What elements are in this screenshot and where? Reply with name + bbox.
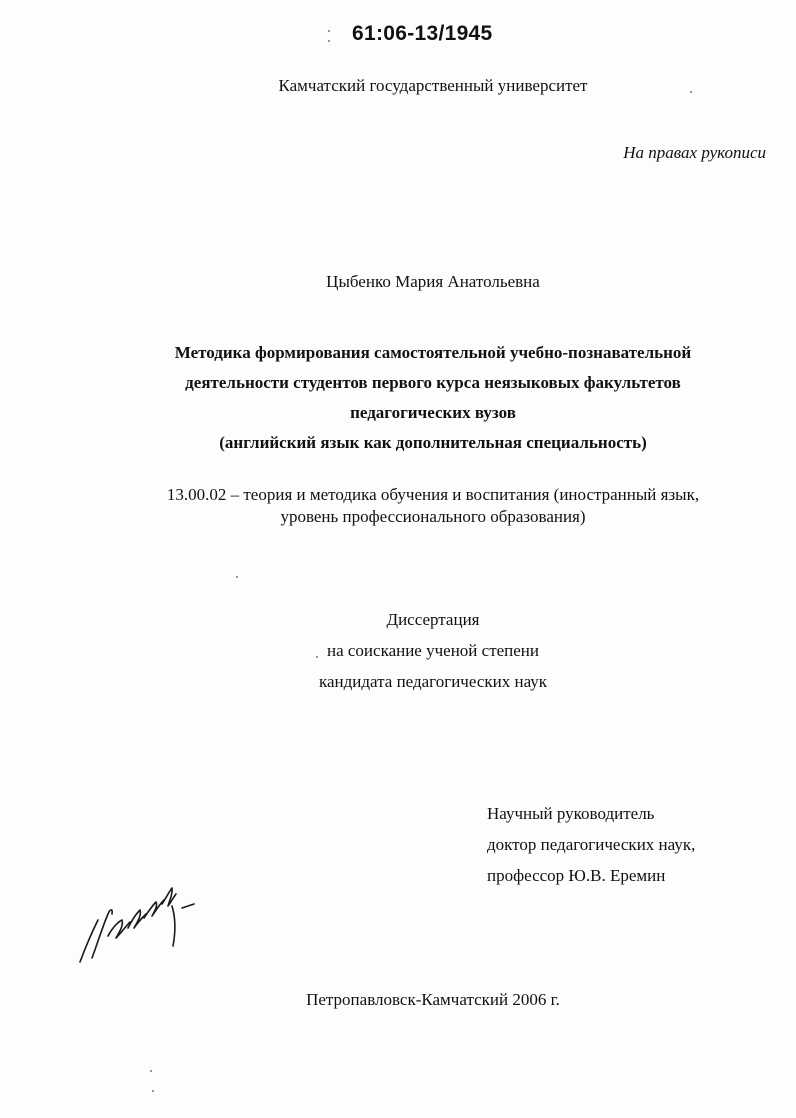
scan-speck [316,656,318,658]
city-and-year: Петропавловск-Камчатский 2006 г. [306,990,560,1009]
university-name: Камчатский государственный университет [278,76,588,95]
title-line: Методика формирования самостоятельной учебно-познавательной [174,343,692,362]
author-name: Цыбенко Мария Анатольевна [326,272,540,291]
scan-speck [328,30,330,32]
title-line: (английский язык как дополнительная специальность) [219,433,647,452]
dissertation-title [0,338,796,458]
specialty-line: уровень профессионального образования) [280,507,586,526]
handwritten-signature-icon [72,876,202,972]
degree-line: Диссертация [386,610,480,629]
degree-line: на соискание ученой степени [326,641,540,660]
specialty-code [0,484,796,528]
degree-line: кандидата педагогических наук [318,672,548,691]
supervisor-line: доктор педагогических наук, [487,835,696,854]
scientific-supervisor [487,798,695,891]
scan-speck [690,91,692,93]
title-line: деятельности студентов первого курса неязыковых факультетов [185,373,681,392]
title-line: педагогических вузов [350,403,516,422]
scan-speck [236,576,238,578]
scan-speck [152,1090,154,1092]
scan-speck [328,40,330,42]
supervisor-line: Научный руководитель [487,804,655,823]
specialty-line: 13.00.02 – теория и методика обучения и воспитания (иностранный язык, [166,485,700,504]
manuscript-note: На правах рукописи [623,143,766,162]
supervisor-line: профессор Ю.В. Еремин [487,866,666,885]
catalog-code: 61:06-13/1945 [352,22,493,45]
degree-statement [0,604,796,697]
scan-speck [150,1070,152,1072]
